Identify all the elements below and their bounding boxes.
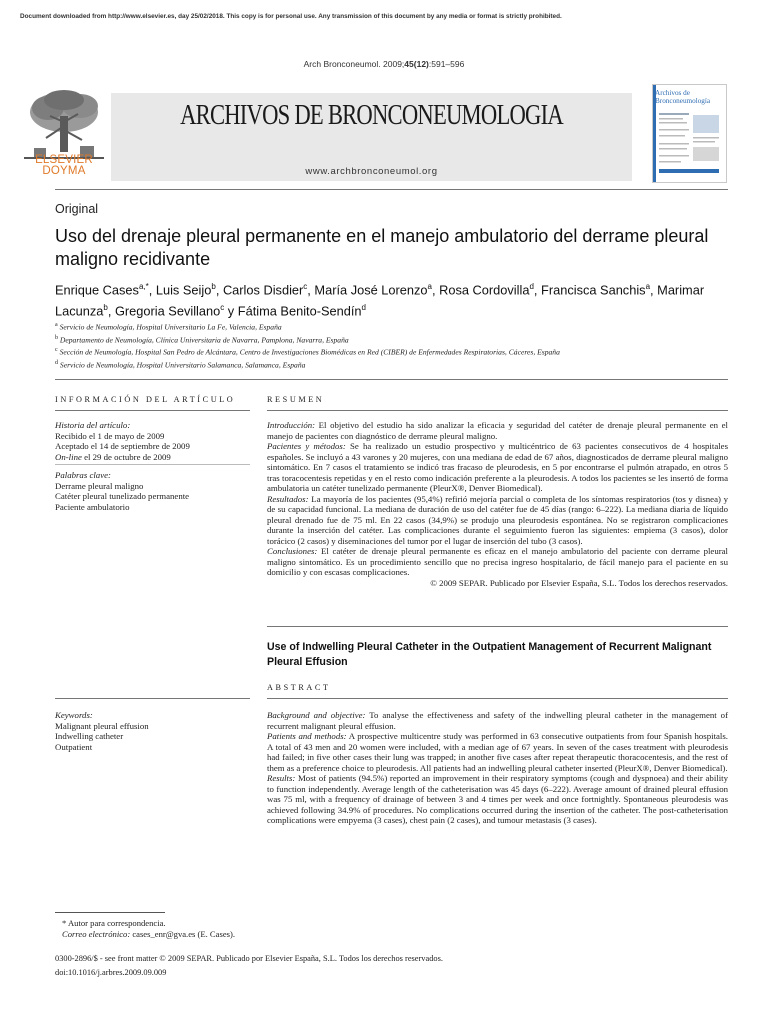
doi-line[interactable]: doi:10.1016/j.arbres.2009.09.009	[55, 968, 167, 977]
keyword-es-item: Derrame pleural maligno	[55, 480, 144, 491]
resumen-end-rule	[267, 626, 728, 627]
resumen-body	[267, 420, 728, 588]
article-info-rule	[55, 410, 250, 411]
history-online	[55, 452, 250, 463]
author-separator: ,	[650, 282, 658, 298]
author-name: Francisca Sanchis	[541, 282, 646, 298]
author-name: Rosa Cordovilla	[439, 282, 530, 298]
author-affiliation-mark: b	[103, 303, 108, 313]
history-received: Recibido el 1 de mayo de 2009	[55, 430, 165, 441]
affiliation-item	[55, 358, 735, 371]
footnote-rule	[55, 912, 165, 913]
resumen-paragraph	[267, 420, 728, 441]
affiliation-list	[55, 320, 735, 371]
abstract-text: Most of patients (94.5%) reported an improvement in their respiratory symptoms (cough and dyspnoea) and their ability to function independently. Average length of the catheterisation was 45 days (6–222). Average amount of drained pleural effusion was 75 ml, with a frequency of drainage of between 3 and 4 times per week and once fortnightly. Spontaneous pleurodesis was achieved following 34.9% of procedures. No complications occurred during the insertion of the catheter. The post-catheterisation complications were empyema (3 cases), chest pain (2 cases), and tumour metastasis (3 cases).	[267, 773, 728, 825]
keyword-en-item: Indwelling catheter	[55, 731, 124, 742]
affiliation-item	[55, 320, 735, 333]
cover-title-line-2: Bronconeumología	[655, 97, 711, 105]
keyword-es-item: Catéter pleural tunelizado permanente	[55, 491, 190, 502]
author-separator: ,	[107, 303, 115, 319]
journal-url[interactable]: www.archbronconeumol.org	[305, 166, 438, 177]
resumen-text: El objetivo del estudio ha sido analizar la eficacia y seguridad del catéter de drenaje pleural permanente en el manejo de pacientes con diagnóstico de derrame pleural maligno.	[267, 420, 728, 441]
author-name: Luis Seijo	[155, 282, 212, 298]
elsevier-tree-logo	[20, 86, 108, 162]
abstract-label: Results:	[267, 773, 296, 783]
affiliation-item	[55, 345, 735, 358]
keywords-es-heading: Palabras clave:	[55, 470, 111, 480]
cover-title-line-1: Archivos de	[655, 89, 690, 97]
resumen-paragraph	[267, 546, 728, 578]
email-label: Correo electrónico:	[62, 929, 131, 939]
author-affiliation-mark: d	[361, 303, 366, 313]
affiliation-mark: b	[55, 334, 58, 341]
resumen-rule	[267, 410, 728, 411]
author-affiliation-mark: c	[303, 282, 308, 291]
keyword-en-item: Outpatient	[55, 741, 93, 752]
download-notice: Document downloaded from http://www.elsevier.es, day 25/02/2018. This copy is for personal use. Any transmission of this document by any media or format is strictly prohibited.	[20, 13, 562, 20]
citation-issue: (12)	[413, 59, 429, 69]
author-separator: ,	[215, 282, 223, 298]
abstract-rule	[267, 698, 728, 699]
keyword-es-item: Paciente ambulatorio	[55, 501, 130, 512]
affiliation-mark: a	[55, 322, 58, 328]
cover-title	[655, 89, 722, 105]
author-affiliation-mark: a	[427, 282, 432, 291]
resumen-label: Pacientes y métodos:	[267, 441, 346, 451]
abstract-label: Background and objective:	[267, 710, 366, 720]
abstract-heading: ABSTRACT	[267, 683, 331, 692]
author-name: Gregoria Sevillano	[114, 303, 221, 319]
author-affiliation-mark: d	[529, 282, 534, 291]
history-heading: Historia del artículo:	[55, 420, 131, 430]
author-separator: ,	[431, 282, 440, 298]
author-affiliation-mark: a	[645, 282, 651, 291]
author-name: Enrique Cases	[55, 282, 139, 298]
header-divider	[55, 189, 728, 190]
abstract-label: Patients and methods:	[267, 731, 347, 741]
article-title: Uso del drenaje pleural permanente en el manejo ambulatorio del derrame pleural maligno recidivante	[55, 226, 709, 269]
keywords-es	[55, 470, 250, 512]
journal-citation	[0, 59, 768, 69]
affiliation-mark: c	[55, 347, 58, 354]
front-matter-line: 0300-2896/$ - see front matter © 2009 SEPAR. Publicado por Elsevier España, S.L. Todos los derechos reservados.	[55, 954, 443, 963]
author-separator: ,	[307, 282, 315, 298]
article-info-heading: INFORMACIÓN DEL ARTÍCULO	[55, 395, 236, 404]
history-online-label: On-line	[55, 451, 82, 462]
resumen-heading: RESUMEN	[267, 395, 325, 404]
resumen-copyright: © 2009 SEPAR. Publicado por Elsevier España, S.L. Todos los derechos reservados.	[430, 577, 728, 588]
history-rule	[55, 464, 250, 465]
author-name: Fátima Benito-Sendín	[237, 303, 362, 319]
author-list	[55, 278, 735, 321]
abstract-text: A prospective multicentre study was performed in 63 consecutive outpatients from four Spanish hospitals. A total of 43 men and 20 women were included, with a median age of 67 years. In seven of the cases treatment with pleurodesis had failed; in five other cases their lung was trapped; in another five cases after repeat therapeutic thoracocentesis, and the rest of them as a preference choice to pleurodesis. All patients had an indwelling pleural catheter inserted (PleurX®, Denver Biomedical).	[267, 731, 728, 773]
resumen-paragraph	[267, 441, 728, 494]
author-name: Marimar Lacunza	[55, 282, 705, 319]
abstract-paragraph	[267, 731, 728, 773]
author-name: Carlos Disdier	[222, 282, 304, 298]
resumen-text: Se ha realizado un estudio prospectivo y multicéntrico de 63 pacientes consecutivos de 4 hospitales españoles. Se incluyó a 43 varones y 20 mujeres, con una mediana de edad de 67 años, diagnosticados de derrame pleural maligno sintomático. En 7 casos el tratamiento se indicó tras fracaso de pleurodesis, en 5 por encontrarse el pulmón atrapado, en otros 5 tras toracocentesis repetidas y en el resto como indicación preferente a la pleurodesis. A todos los pacientes se les insertó de forma ambulatoria un catéter tunelizado permanente (PleurX®, Denver Biomedical).	[267, 441, 728, 493]
abstract-paragraph	[267, 773, 728, 826]
article-history	[55, 420, 250, 462]
correspondence-email	[62, 929, 362, 940]
author-affiliation-mark: a,*	[138, 282, 149, 291]
publisher-line-2: DOYMA	[42, 165, 86, 177]
affiliation-text: Servicio de Neumología, Hospital Universitario La Fe, Valencia, España	[59, 322, 282, 332]
citation-volume: 45	[404, 59, 414, 69]
publisher-name	[20, 155, 108, 177]
history-accepted: Aceptado el 14 de septiembre de 2009	[55, 441, 190, 452]
resumen-paragraph	[267, 494, 728, 547]
affiliation-item	[55, 333, 735, 346]
resumen-label: Resultados:	[267, 493, 309, 504]
keyword-en-item: Malignant pleural effusion	[55, 720, 149, 731]
publisher-line-1: ELSEVIER	[35, 154, 93, 166]
author-affiliation-mark: c	[220, 303, 225, 313]
affiliation-text: Departamento de Neumología, Clínica Universitaria de Navarra, Pamplona, Navarra, España	[59, 335, 349, 345]
history-online-date: el 29 de octubre de 2009	[81, 451, 171, 462]
english-title: Use of Indwelling Pleural Catheter in the Outpatient Management of Recurrent Malignant Pleural Effusion	[267, 641, 712, 668]
resumen-text: El catéter de drenaje pleural permanente es eficaz en el manejo ambulatorio del paciente con derrame pleural maligno sintomático. Es un procedimiento sencillo que no precisa ingreso hospitalario, de fácil manejo para el paciente en su domicilio y con escasas complicaciones.	[267, 546, 728, 577]
citation-pages: :591–596	[428, 59, 465, 69]
affiliation-text: Sección de Neumología, Hospital San Pedro de Alcántara, Centro de Investigaciones Biomédicas en Red (CIBER) de Enfermedades Respiratorias, Cáceres, España	[59, 348, 560, 357]
affiliation-divider	[55, 379, 728, 380]
author-name: María José Lorenzo	[314, 282, 428, 298]
author-separator: ,	[533, 282, 542, 298]
author-separator: ,	[148, 282, 156, 298]
keywords-en-rule	[55, 698, 250, 699]
resumen-text: La mayoría de los pacientes (95,4%) refirió mejoría parcial o completa de los síntomas respiratorios (tos y disnea) y de su capacidad funcional. La mediana de duración de uso del catéter fue de 45 días (rango: 6–222). La mediana diaria de líquido pleural drenado fue de 75 ml. En 22 casos (34,9%) se produjo una pleurodesis espontánea. No se registraron complicaciones durante la inserción del catéter. Las complicaciones durante el seguimiento fueron las siguientes: empiema (3 casos), dolor torácico (2 casos) y diseminaciones del tumor por el lugar de inserción del tubo (3 casos).	[267, 493, 728, 546]
affiliation-mark: d	[55, 360, 58, 367]
citation-prefix: Arch Bronconeumol. 2009;	[303, 59, 405, 69]
correspondence-line: * Autor para correspondencia.	[62, 918, 166, 928]
correspondence-note	[62, 918, 362, 940]
author-affiliation-mark: b	[211, 282, 216, 291]
abstract-text: To analyse the effectiveness and safety of the indwelling pleural catheter in the management of recurrent malignant pleural effusion.	[267, 710, 728, 731]
keywords-en	[55, 710, 250, 752]
abstract-body	[267, 710, 728, 826]
keywords-en-heading: Keywords:	[55, 710, 93, 720]
journal-title: ARCHIVOS DE BRONCONEUMOLOGIA	[180, 99, 563, 131]
article-type: Original	[55, 202, 99, 216]
author-joiner: y	[224, 303, 238, 319]
email-value[interactable]: cases_enr@gva.es (E. Cases).	[130, 929, 235, 939]
affiliation-text: Servicio de Neumología, Hospital Universitario Salamanca, Salamanca, España	[59, 360, 306, 370]
abstract-paragraph	[267, 710, 728, 731]
resumen-label: Introducción:	[267, 420, 316, 430]
resumen-label: Conclusiones:	[267, 546, 318, 556]
